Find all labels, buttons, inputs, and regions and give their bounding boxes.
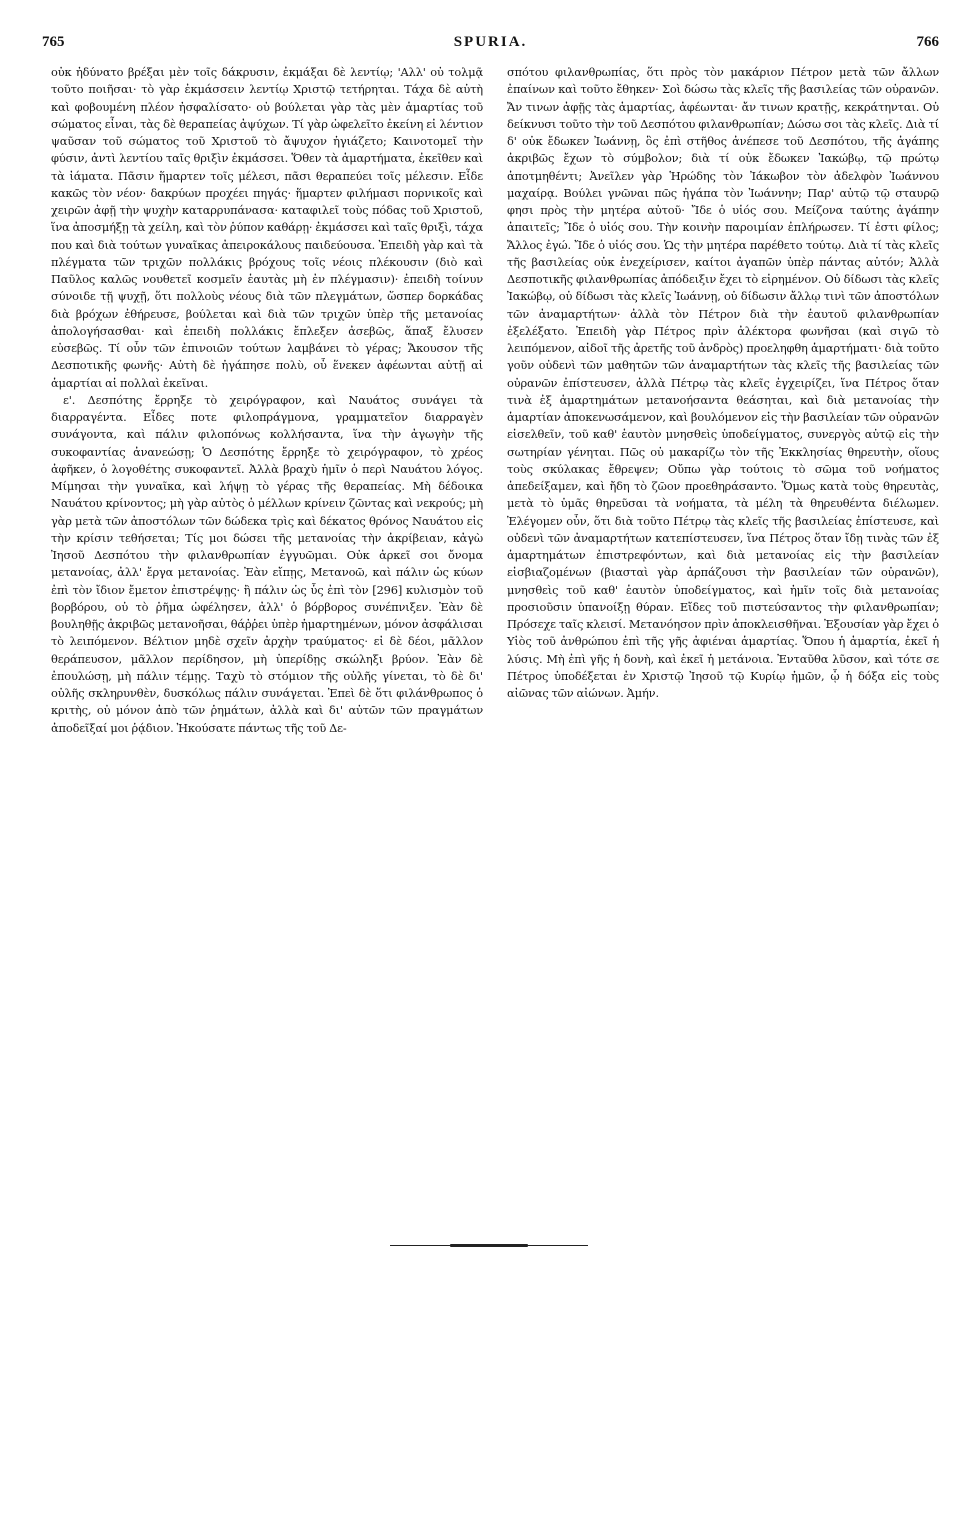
page-header <box>42 34 939 56</box>
left-paragraph-2: ε'. Δεσπότης ἔρρηξε τὸ χειρόγραφον, καὶ Ναυάτος συνάγει τὰ διαρραγέντα. Εἶδες ποτε φιλοπράγμονα, γραμματεῖον διαρραγὲν συνάγοντα, καὶ πάλιν φιλοπόνως κολλήσαντα, ἵνα τὴν ἀγωγὴν τῆς συκοφαντίας ἀνανεώσῃ; Ὁ Δεσπότης ἔρρηξε τὸ χειρόγραφον, τὸ χρέος ἀφῆκεν, ὁ λογοθέτης συκοφαντεῖ. Ἀλλὰ βραχὺ ἡμῖν ὁ περὶ Ναυάτου λόγος. Μίμησαι τὴν γυναῖκα, καὶ λήψῃ τὸ γέρας τῆς θεραπείας. Μὴ δέδοικα Ναυάτου κρίνοντος; μὴ γὰρ αὐτὸς ὁ μέλλων κρίνειν ζῶντας καὶ νεκρούς; μὴ γὰρ μετὰ τῶν ἀποστόλων τῶν δώδεκα τρὶς καὶ δέκατος θρόνος Ναυάτου εἰς τὴν κρίσιν τεθήσεται; Τίς μοι δώσει τῆς μετανοίας τὴν ἀκρίβειαν, κἀγὼ Ἰησοῦ Δεσπότου τὴν φιλανθρωπίαν ἐγγυῶμαι. Οὐκ ἀρκεῖ σοι ὄνομα μετανοίας, ἀλλ' ἔργα μετανοίας. Ἐὰν εἴπῃς, Μετανοῶ, καὶ πάλιν ὡς κύων ἐπὶ τὸν ἴδιον ἔμετον ἐπιστρέψῃς· ἢ πάλιν ὡς ὗς ἐπὶ τὸν [296] κυλισμὸν τοῦ βορβόρου, οὐ τὸ ῥῆμα ὠφέλησεν, ἀλλ' ὁ βόρβορος συνέπνιξεν. Ἐὰν δὲ βουληθῇς ἀκριβῶς μετανοῆσαι, θάῤῥει ὑπὲρ ἡμαρτημένων, μόνον ἀσφάλισαι τὸ λειπόμενον. Βέλτιον μηδὲ σχεῖν ἀρχὴν τραύματος· εἰ δὲ δέοι, μᾶλλον θεράπευσον, μᾶλλον περίδησον, μὴ ὑπερίδῃς σκώληξι βρύον. Ἐὰν δὲ ἐπουλώσῃ, μὴ πάλιν τέμῃς. Ταχὺ τὸ στόμιον τῆς οὐλῆς γίνεται, τὸ δὲ δι' οὐλῆς σκληρυνθὲν, δυσκόλως πάλιν συνάγεται. Ἐπεὶ δὲ ὅτι φιλάνθρωπος ὁ κριτὴς, οὐ μόνον ἀπὸ τῶν ῥημάτων, ἀλλὰ καὶ δι' αὐτῶν τῶν πραγμάτων ἀποδεῖξαί μοι ῥᾴδιον. Ἠκούσατε πάντως τῆς τοῦ Δε- <box>51 392 483 735</box>
left-paragraph-1: οὐκ ἠδύνατο βρέξαι μὲν τοῖς δάκρυσιν, ἐκμάξαι δὲ λεντίῳ; 'Αλλ' οὐ τολμᾷ τοῦτο ποιῆσαι· τὸ γὰρ ἐκμάσσειν λεντίῳ Χριστῷ τετήρηται. Τάχα δὲ αὐτὴ καὶ φοβουμένη πλέον ἠσφαλίσατο· οὐ βούλεται γὰρ τὰς μὲν ἁμαρτίας τοῦ σώματος εἶναι, τὰς δὲ θεραπείας ἀψύχων. Τί γὰρ ὠφελεῖτο ἐκείνη εἰ λέντιον ψαῦσαν τοῦ σώματος τοῦ Χριστοῦ τὸ ἄψυχον ἡγιάζετο; Καινοτομεῖ τὴν φύσιν, ἀντὶ λεντίου ταῖς θριξὶν ἐκμάσσει. Ὅθεν τὰ ἁμαρτήματα, ἐκεῖθεν καὶ τὰ ἰάματα. Πᾶσιν ἥμαρτεν τοῖς μέλεσι, πᾶσι θεραπεύει τοῖς μέλεσιν. Εἶδε κακῶς τὸν νέον· δακρύων προχέει πηγάς· ἥμαρτεν φιλήμασι πορνικοῖς καὶ χειρῶν ἀφῇ τὴν ψυχὴν καταρρυπάνασα· καταφιλεῖ τοὺς πόδας τοῦ Χριστοῦ, ἵνα ἀποσμήξῃ τὰ χείλη, καὶ τὸν ῥύπον καθάρῃ· ἐκμάσσει καὶ ταῖς θριξὶ, τάχα που καὶ διὰ τούτων γυναῖκας ἀπειροκάλους παιδεύουσα. Ἐπειδὴ γὰρ καὶ τὰ πλέγματα τῶν τριχῶν πολλάκις βρόχους τοῖς νέοις πλέκουσιν (διὸ καὶ Παῦλος καλῶς νουθετεῖ κοσμεῖν ἑαυτὰς μὴ ἐν πλέγμασιν)· ἐπειδὴ τοίνυν σύνοιδε τῇ ψυχῇ, ὅτι πολλοὺς νέους διὰ τῶν πλεγμάτων, ὥσπερ δορκάδας διὰ βρόχων ἐθήρευσε, βούλεται καὶ διὰ τῶν τριχῶν ὑπὲρ τῆς μετανοίας ἀπολογήσασθαι· καὶ ἐπειδὴ πολλάκις ἔπλεξεν ἀσεβῶς, ἅπαξ ἔλυσεν εὐσεβῶς. Τί οὖν τῶν ἐπινοιῶν τούτων λαμβάνει τὸ γέρας; Ἄκουσον τῆς Δεσποτικῆς φωνῆς· Αὐτὴ δὲ ἠγάπησε πολὺ, οὗ ἕνεκεν ἀφέωνται αὐτῇ αἱ ἁμαρτίαι αἱ πολλαὶ ἐκεῖναι. <box>51 65 483 390</box>
right-column <box>507 64 939 702</box>
left-column <box>51 64 483 737</box>
rule-thick-center <box>450 1244 528 1247</box>
left-page-number: 765 <box>42 34 65 50</box>
running-title: SPURIA. <box>453 34 528 50</box>
right-paragraph-1: σπότου φιλανθρωπίας, ὅτι πρὸς τὸν μακάριον Πέτρον μετὰ τῶν ἄλλων ἐπαίνων καὶ τοῦτο ἔθηκεν· Σοὶ δώσω τὰς κλεῖς τῆς βασιλείας τῶν οὐρανῶν. Ἄν τινων ἀφῇς τὰς ἁμαρτίας, ἀφέωνται· ἄν τινων κρατῇς, κεκράτηνται. Οὐ δείκνυσι τοῦτο τὴν τοῦ Δεσπότου φιλανθρωπίαν; Δώσω σοι τὰς κλεῖς. Διὰ τί δ' οὐκ ἔδωκεν Ἰωάννῃ, ὃς ἐπὶ στῆθος ἀνέπεσε τοῦ Δεσπότου, τῆς ἀγάπης ἀκριβῶς ἔχων τὸ σύμβολον; διὰ τί οὐκ ἔδωκεν Ἰακώβῳ, τῷ πρώτῳ ἀποτμηθέντι; Ἀνεῖλεν γὰρ Ἡρώδης τὸν Ἰάκωβον τὸν ἀδελφὸν Ἰωάννου μαχαίρᾳ. Βούλει γνῶναι πῶς ἠγάπα τὸν Ἰωάννην; Παρ' αὐτῷ τῷ σταυρῷ φησι πρὸς τὴν μητέρα αὐτοῦ· Ἴδε ὁ υἱός σου. Μείζονα ταύτης ἀγάπην ἀπαιτεῖς; Ἴδε ὁ υἱός σου. Τὴν κοινὴν παροιμίαν ἐπλήρωσεν. Τί ἐστι φίλος; Ἄλλος ἐγώ. Ἴδε ὁ υἱός σου. Ὡς τὴν μητέρα παρέθετο τούτῳ. Διὰ τί τὰς κλεῖς τῆς βασιλείας οὐκ ἐνεχείρισεν, καίτοι ἀγαπῶν ὑπὲρ πάντας αὐτόν; Ἀλλὰ Δεσποτικῆς φιλανθρωπίας ἀπόδειξιν ἔχει τὸ εἰρημένον. Οὐ δίδωσι τὰς κλεῖς Ἰακώβῳ, οὐ δίδωσι τὰς κλεῖς Ἰωάννῃ, οὐ δίδωσιν ἄλλῳ τινὶ τῶν ἀποστόλων τῶν ἀναμαρτήτων· ἀλλὰ τὸν Πέτρον διὰ τὴν ἑαυτοῦ φιλανθρωπίαν ἐξελέξατο. Ἐπειδὴ γὰρ Πέτρος πρὶν ἀλέκτορα φωνῆσαι (καὶ σιγῶ τὸ λειπόμενον, αἰδοῖ τῆς ἀρετῆς τοῦ ἀνδρὸς) προεληφθη ἁμαρτήματι· διὰ τοῦτο γοῦν οὐδενὶ τῶν μαθητῶν τῶν ἀναμαρτήτων τὰς κλεῖς τῆς βασιλείας τῶν οὐρανῶν ἐπίστευσεν, ἀλλὰ Πέτρῳ τὰς κλεῖς ἐγχειρίζει, ἵνα Πέτρος ὅταν τινὰ ἐξ ἁμαρτημάτων μετανοήσαντα θεάσηται, καὶ διὰ μετανοίας τὴν ἁμαρτίαν ἀποκενωσάμενον, καὶ βουλόμενον εἰς τὴν βασιλείαν τῶν οὐρανῶν εἰσελθεῖν, τοῦ καθ' ἑαυτὸν μνησθεὶς ὑποδείγματος, συνεργὸς αὐτῷ εἰς τὴν σωτηρίαν γένηται. Πῶς οὐ μακαρίζω τὸν τῆς Ἐκκλησίας θηρευτὴν, οἵους τοὺς σκύλακας ἔθρεψεν; Οὔπω γὰρ τούτοις τὸ σῶμα τοῦ νοήματος ἀπεδείξαμεν, καὶ ἤδη τὸ ζῶον προεθηράσαντο. Ὅμως κατὰ τοὺς θηρευτὰς, μετὰ τὸ ὑμᾶς θηρεῦσαι τὰ νοήματα, τὰ μέλη τὰ θηρευθέντα διέλωμεν. Ἐλέγομεν οὖν, ὅτι διὰ τοῦτο Πέτρῳ τὰς κλεῖς τῆς βασιλείας ἐπίστευσε, καὶ οὐδενὶ τῶν ἀναμαρτήτων κατεπίστευσεν, ἵνα Πέτρος ὅταν ἴδῃ τινὰς τῶν ἐξ ἁμαρτημάτων ἐπιστρεφόντων, καὶ διὰ μετανοίας εἰς τὴν βασιλείαν εἰσβιαζομένων (βιασταὶ γὰρ ἁρπάζουσι τὴν βασιλείαν τῶν οὐρανῶν), μνησθεὶς τοῦ καθ' ἑαυτὸν ὑποδείγματος, καὶ ἡμῖν τοῖς διὰ μετανοίας προσιοῦσιν ὑπανοίξῃ θύραν. Εἴδες τοῦ πιστεύσαντος τὴν φιλανθρωπίαν; Πρόσεχε ταῖς κλεισί. Μετανόησον πρὶν ἀποκλεισθῆναι. Ἐξουσίαν γὰρ ἔχει ὁ Υἱὸς τοῦ ἀνθρώπου ἐπὶ τῆς γῆς ἀφιέναι ἁμαρτίας. Ὅπου ἡ ἁμαρτία, ἐκεῖ ἡ λύσις. Μὴ ἐπὶ γῆς ἡ δονὴ, καὶ ἐκεῖ ἡ μετάνοια. Ἐνταῦθα λῦσον, καὶ τότε σε Πέτρος ὑποδέξεται ἐν Χριστῷ Ἰησοῦ τῷ Κυρίῳ ἡμῶν, ᾧ ἡ δόξα εἰς τοὺς αἰῶνας τῶν αἰώνων. Ἀμήν. <box>507 65 939 700</box>
right-page-number: 766 <box>916 34 939 50</box>
end-ornament-rule <box>390 1244 588 1247</box>
